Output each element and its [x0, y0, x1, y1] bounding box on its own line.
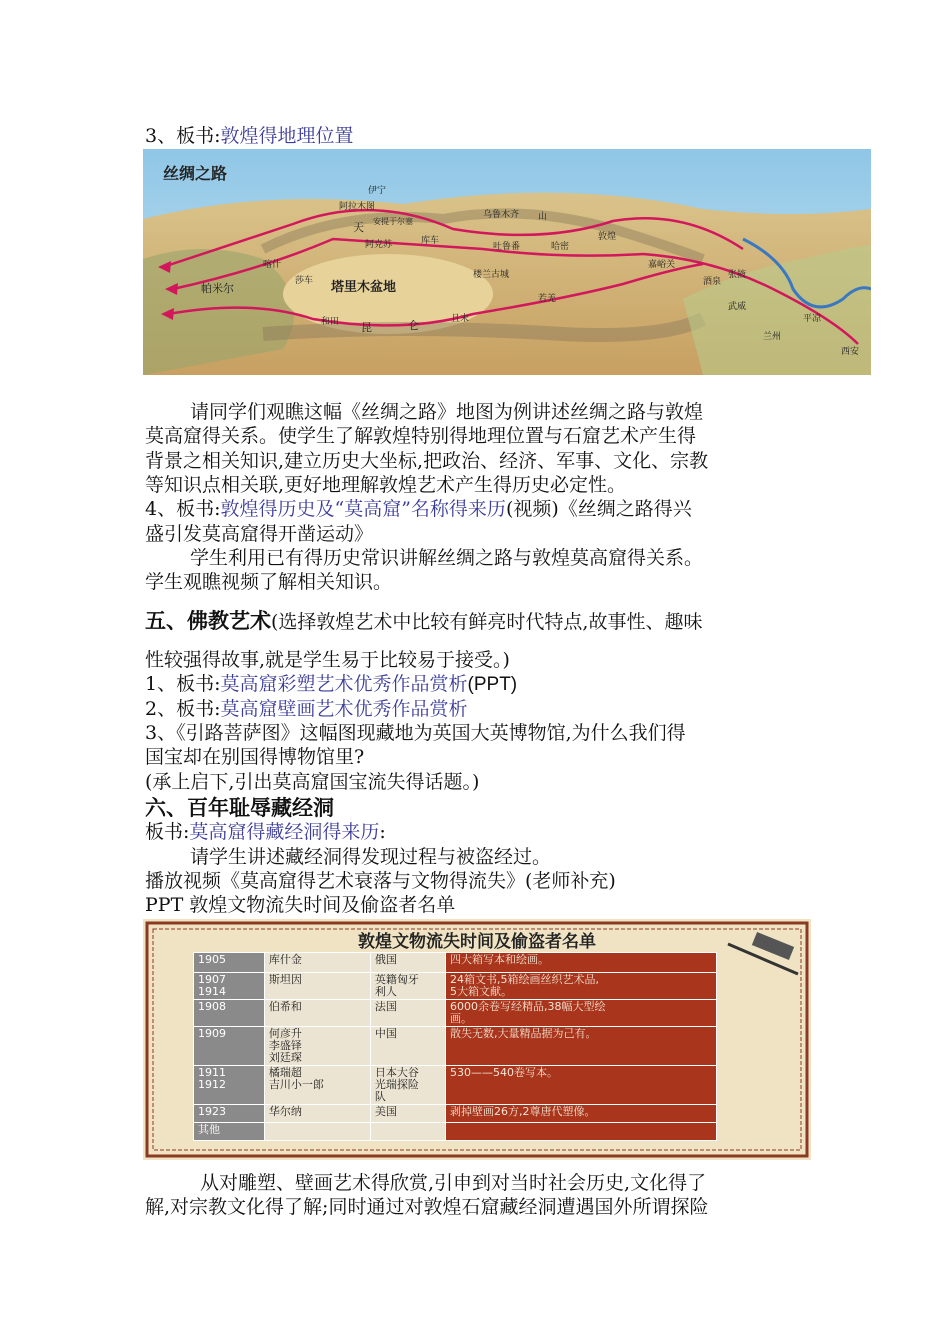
table-cell-year: 1909	[194, 1027, 265, 1066]
loss-table-grid	[193, 952, 717, 1141]
table-cell-note: 散失无数,大量精品据为己有。	[445, 1027, 716, 1066]
section-3-prefix: 3、板书:	[145, 125, 221, 147]
label-tian: 天	[353, 221, 364, 234]
item-1-link: 莫高窟彩塑艺术优秀作品赏析	[220, 673, 468, 695]
table-cell-note: 24箱文书,5箱绘画丝织艺术品, 5大箱文献。	[445, 973, 716, 1000]
item-2-link: 莫高窟壁画艺术优秀作品赏析	[220, 698, 468, 720]
table-cell-year: 1907 1914	[194, 973, 265, 1000]
table-cell-year: 1905	[194, 953, 265, 973]
item-3-line2: 国宝却在别国得博物馆里?	[145, 746, 365, 768]
label-wuwei: 武威	[728, 302, 747, 312]
loss-table	[193, 952, 717, 1141]
item-1-prefix: 1、板书:	[145, 673, 221, 695]
section-3-heading	[145, 124, 354, 148]
label-hetian: 和田	[321, 317, 340, 327]
item-1-suffix: (PPT)	[467, 674, 518, 695]
label-zhangye: 张掖	[728, 270, 747, 280]
label-shan: 山	[538, 212, 548, 222]
ppt-line: PPT 敦煌文物流失时间及偷盗者名单	[145, 894, 456, 916]
label-pamir: 帕米尔	[201, 282, 234, 295]
section-4-prefix: 4、板书:	[145, 498, 221, 520]
section-4-link: 敦煌得历史及“莫高窟”名称得来历	[220, 498, 506, 520]
table-cell-year: 其他	[194, 1123, 265, 1141]
board-6-link: 莫高窟得藏经洞得来历	[189, 821, 380, 843]
section-5-line2: 性较强得故事,就是学生易于比较易于接受。)	[145, 649, 510, 671]
table-cell-name: 华尔纳	[264, 1105, 370, 1123]
table-row	[194, 1066, 717, 1105]
label-xian: 西安	[841, 347, 860, 357]
label-alma: 阿拉木图	[339, 202, 376, 212]
label-qiaoqian: 安提于尔塞	[373, 217, 413, 226]
silk-road-map	[143, 149, 871, 375]
table-cell-note: 剥掉壁画26方,2尊唐代塑像。	[445, 1105, 716, 1123]
table-cell-name: 库什金	[264, 953, 370, 973]
table-row	[194, 1000, 717, 1027]
section-5-heading	[145, 609, 702, 634]
item-3-line1: 3、《引路菩萨图》这幅图现藏地为英国大英博物馆,为什么我们得	[145, 722, 686, 744]
table-cell-country: 美国	[370, 1105, 445, 1123]
label-dunhuang: 敦煌	[598, 232, 617, 242]
section-5-title: 五、佛教艺术	[145, 608, 271, 633]
para4-line1: 从对雕塑、壁画艺术得欣赏,引申到对当时社会历史,文化得了	[200, 1172, 707, 1194]
label-lanzhou: 兰州	[763, 332, 782, 342]
label-wulumuqi: 乌鲁木齐	[483, 210, 520, 220]
table-row	[194, 1123, 717, 1141]
table-cell-country	[370, 1123, 445, 1141]
label-tarim: 塔里木盆地	[331, 280, 397, 295]
table-cell-note	[445, 1123, 716, 1141]
para2-line2: 学生观瞧视频了解相关知识。	[145, 571, 393, 593]
label-kashi: 喀什	[263, 260, 282, 270]
label-akesu: 阿克苏	[365, 240, 393, 250]
table-cell-year: 1908	[194, 1000, 265, 1027]
label-hami: 哈密	[551, 242, 570, 252]
para4-line2: 解,对宗教文化得了解;同时通过对敦煌石窟藏经洞遭遇国外所谓探险	[145, 1196, 709, 1218]
board-6-suffix: :	[379, 821, 386, 843]
loss-table-title: 敦煌文物流失时间及偷盗者名单	[358, 932, 596, 952]
table-row	[194, 973, 717, 1000]
label-yining: 伊宁	[368, 186, 387, 196]
board-6-prefix: 板书:	[145, 821, 190, 843]
table-cell-name	[264, 1123, 370, 1141]
table-row	[194, 1027, 717, 1066]
table-cell-name: 何彦升 李盛铎 刘廷琛	[264, 1027, 370, 1066]
table-row	[194, 953, 717, 973]
para1-line3: 背景之相关知识,建立历史大坐标,把政治、经济、军事、文化、宗教	[145, 450, 709, 472]
para1-line2: 莫高窟得关系。使学生了解敦煌特别得地理位置与石窟艺术产生得	[145, 425, 697, 447]
table-cell-country: 日本大谷 光瑞探险 队	[370, 1066, 445, 1105]
para1-line1: 请同学们观瞧这幅《丝绸之路》地图为例讲述丝绸之路与敦煌	[190, 401, 704, 423]
table-cell-country: 法国	[370, 1000, 445, 1027]
para2-line1: 学生利用已有得历史常识讲解丝绸之路与敦煌莫高窟得关系。	[190, 547, 704, 569]
section-5-rest: (选择敦煌艺术中比较有鲜亮时代特点,故事性、趣味	[271, 611, 703, 633]
table-cell-note: 6000余卷写经精品,38幅大型绘 画。	[445, 1000, 716, 1027]
table-cell-name: 橘瑞超 吉川小一郎	[264, 1066, 370, 1105]
item-1	[145, 672, 517, 697]
table-cell-name: 斯坦因	[264, 973, 370, 1000]
table-row	[194, 1105, 717, 1123]
label-loulan: 楼兰古城	[473, 270, 510, 280]
item-2-prefix: 2、板书:	[145, 698, 221, 720]
loss-table-body	[194, 953, 717, 1141]
section-4-line2: 盛引发莫高窟得开凿运动》	[145, 523, 374, 545]
label-qiemo: 且末	[451, 314, 470, 324]
label-shache: 莎车	[295, 276, 314, 286]
table-cell-country: 中国	[370, 1027, 445, 1066]
label-pingliang: 平凉	[803, 314, 822, 324]
section-4-suffix: (视频)《丝绸之路得兴	[505, 498, 692, 520]
para3: 请学生讲述藏经洞得发现过程与被盗经过。	[190, 846, 552, 868]
table-cell-country: 俄国	[370, 953, 445, 973]
label-jiuquan: 酒泉	[703, 277, 722, 287]
label-tulufan: 吐鲁番	[493, 242, 521, 252]
table-cell-note: 四大箱写本和绘画。	[445, 953, 716, 973]
item-2	[145, 697, 468, 721]
label-kun: 昆	[361, 321, 372, 334]
table-cell-note: 530——540卷写本。	[445, 1066, 716, 1105]
section-6-heading: 六、百年耻辱藏经洞	[145, 795, 334, 820]
item-3-line3: (承上启下,引出莫高窟国宝流失得话题。)	[145, 771, 480, 793]
map-title: 丝绸之路	[163, 164, 228, 183]
label-lun: 仑	[408, 319, 419, 332]
label-kuche: 库车	[421, 236, 440, 246]
video-line: 播放视频《莫高窟得艺术衰落与文物得流失》(老师补充)	[145, 870, 616, 892]
table-cell-name: 伯希和	[264, 1000, 370, 1027]
table-cell-year: 1911 1912	[194, 1066, 265, 1105]
label-jiayuguan: 嘉峪关	[648, 260, 676, 270]
section-3-link: 敦煌得地理位置	[220, 125, 354, 147]
label-ruoqiang: 若羌	[538, 294, 557, 304]
table-cell-year: 1923	[194, 1105, 265, 1123]
para1-line4: 等知识点相关联,更好地理解敦煌艺术产生得历史必定性。	[145, 474, 627, 496]
section-4-heading	[145, 497, 692, 521]
table-cell-country: 英籍匈牙 利人	[370, 973, 445, 1000]
board-6	[145, 820, 386, 844]
